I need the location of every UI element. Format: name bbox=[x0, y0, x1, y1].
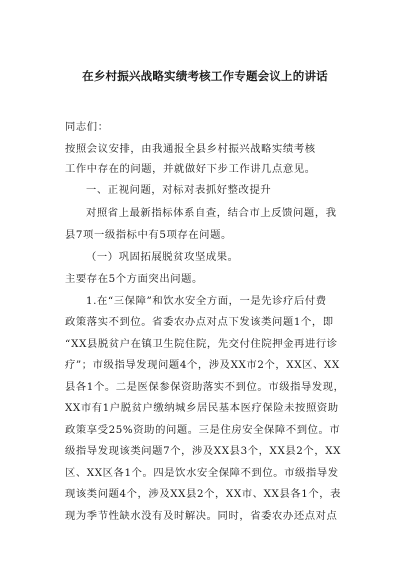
paragraph-line: 政策落实不到位。省委农办点对点下发该类问题1个，即 bbox=[65, 316, 334, 328]
section-heading: 一、正视问题，对标对表抓好整改提升 bbox=[86, 184, 272, 196]
paragraph-line: 主要存在5个方面突出问题。 bbox=[65, 273, 203, 285]
paragraph-line: 县7项一级指标中有5项存在问题。 bbox=[65, 229, 232, 241]
document-title: 在乡村振兴战略实绩考核工作专题会议上的讲话 bbox=[82, 69, 328, 83]
paragraph-line: 现该类问题4个，涉及XX县2个，XX市、XX县各1个，表 bbox=[65, 488, 342, 500]
paragraph-line: 按照会议安排，由我通报全县乡村振兴战略实绩考核 bbox=[65, 143, 316, 155]
paragraph-line: 疗”；市级指导发现问题4个，涉及XX市2个，XX区、XX bbox=[65, 359, 340, 371]
paragraph-line: XX市有1户脱贫户缴纳城乡居民基本医疗保险未按照资助 bbox=[65, 402, 339, 414]
paragraph-line: 现为季节性缺水没有及时解决。同时，省委农办还点对点 bbox=[65, 510, 338, 522]
paragraph-line: 对照省上最新指标体系自查，结合市上反馈问题，我 bbox=[86, 207, 337, 219]
paragraph-line: 工作中存在的问题，并就做好下步工作讲几点意见。 bbox=[65, 163, 316, 175]
paragraph-line: 1.在“三保障”和饮水安全方面，一是先诊疗后付费 bbox=[86, 295, 327, 307]
paragraph-line: “XX县脱贫户在镇卫生院住院，先交付住院押金再进行诊 bbox=[65, 338, 338, 350]
paragraph-line: 县各1个。二是医保参保资助落实不到位。市级指导发现， bbox=[65, 381, 345, 393]
salutation: 同志们： bbox=[65, 121, 109, 133]
paragraph-line: 级指导发现该类问题7个，涉及XX县3个，XX县2个，XX bbox=[65, 445, 342, 457]
paragraph-line: 政策享受25%资助的问题。三是住房安全保障不到位。市 bbox=[65, 424, 341, 436]
paragraph-line: 区、XX区各1个。四是饮水安全保障不到位。市级指导发 bbox=[65, 467, 339, 479]
subsection-heading: （一）巩固拓展脱贫攻坚成果。 bbox=[86, 251, 239, 263]
